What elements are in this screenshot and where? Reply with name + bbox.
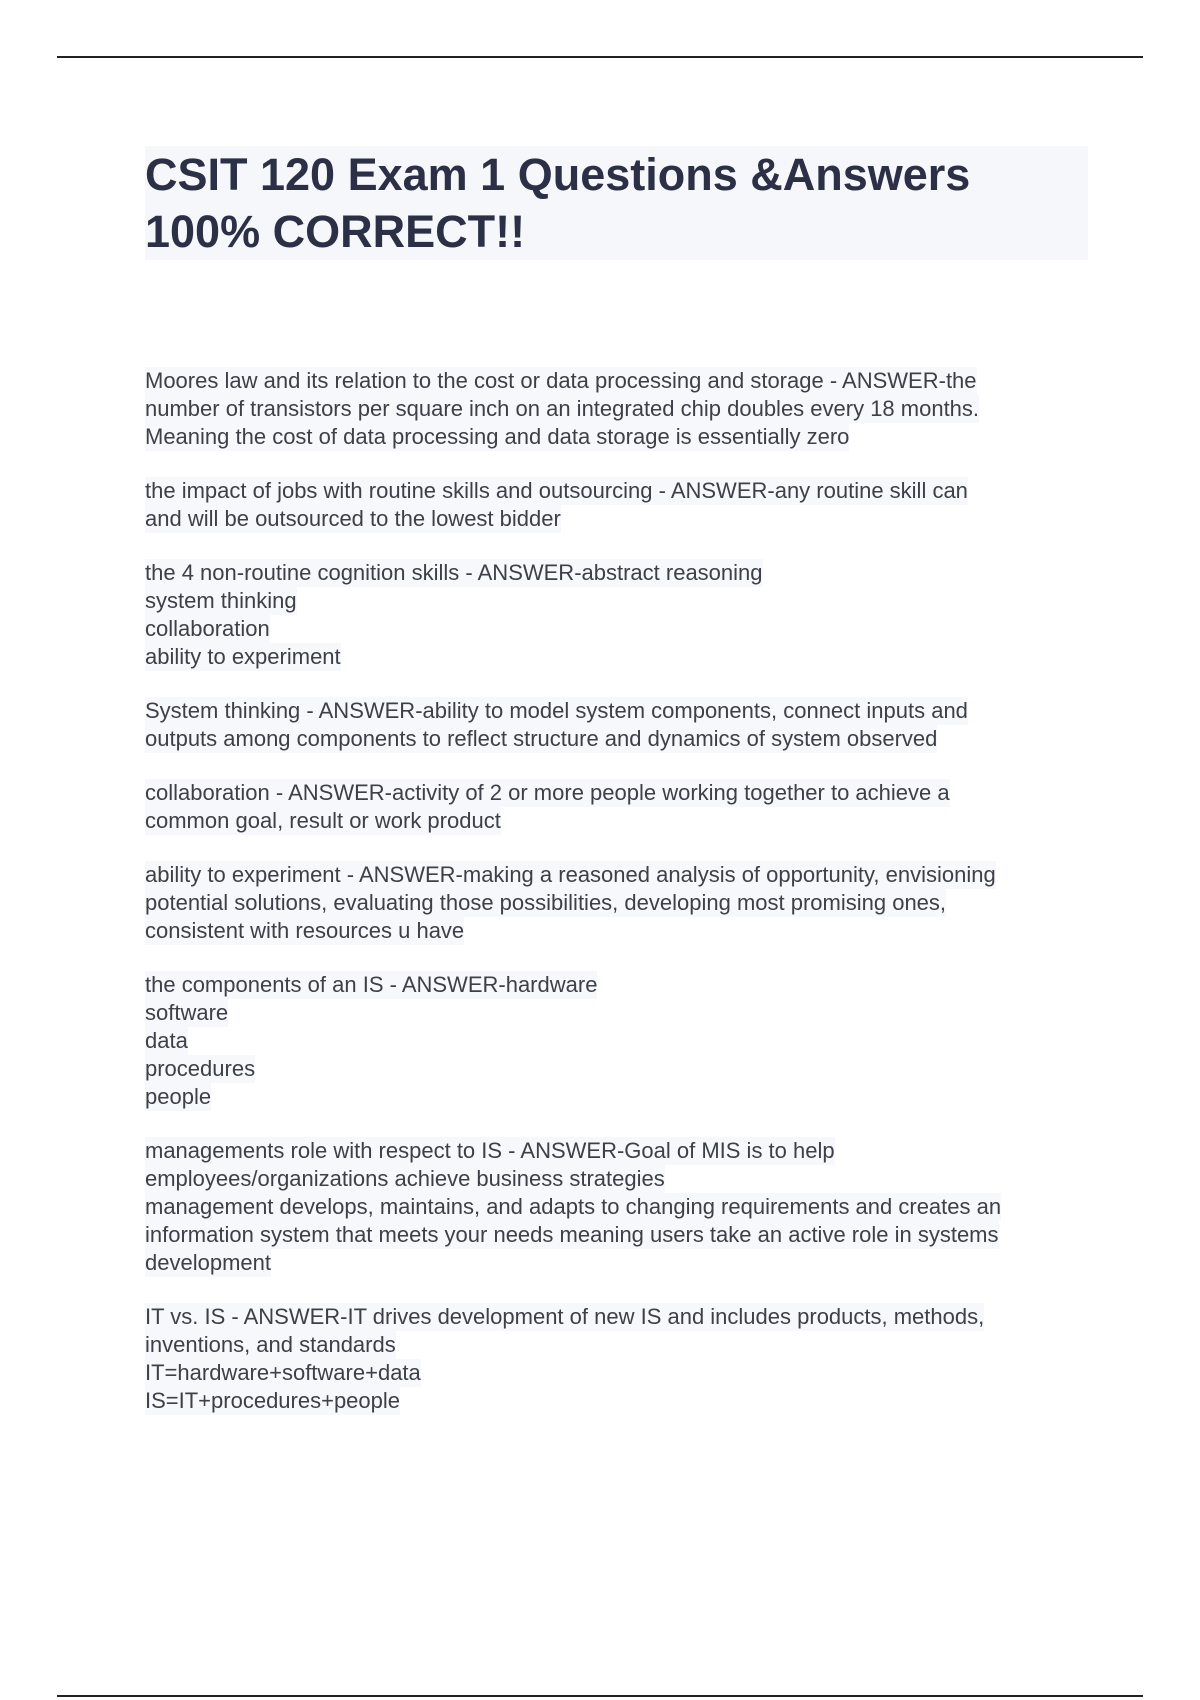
qa-line: potential solutions, evaluating those possibilities, developing most promising ones, (145, 890, 947, 915)
top-rule (57, 56, 1143, 58)
qa-line: ability to experiment (145, 644, 341, 669)
qa-line: IT vs. IS - ANSWER-IT drives development of new IS and includes products, methods, (145, 1304, 985, 1329)
qa-line: System thinking - ANSWER-ability to model system components, connect inputs and (145, 698, 968, 723)
qa-item-collaboration (145, 779, 1095, 835)
qa-line: managements role with respect to IS - ANSWER-Goal of MIS is to help (145, 1138, 835, 1163)
title-line-1: CSIT 120 Exam 1 Questions &Answers (145, 149, 971, 200)
qa-line: IT=hardware+software+data (145, 1360, 421, 1385)
qa-line: inventions, and standards (145, 1332, 396, 1357)
bottom-rule (57, 1695, 1143, 1697)
qa-item-management-role (145, 1137, 1095, 1277)
qa-item-ability-to-experiment (145, 861, 1095, 945)
qa-item-moores-law (145, 367, 1095, 451)
qa-item-system-thinking (145, 697, 1095, 753)
qa-list (145, 367, 1095, 1441)
qa-item-cognition-skills (145, 559, 1095, 671)
qa-line: management develops, maintains, and adapts to changing requirements and creates an (145, 1194, 1002, 1219)
qa-line: software (145, 1000, 229, 1025)
qa-line: the impact of jobs with routine skills and outsourcing - ANSWER-any routine skill can (145, 478, 968, 503)
qa-line: consistent with resources u have (145, 918, 465, 943)
qa-item-it-vs-is (145, 1303, 1095, 1415)
qa-line: employees/organizations achieve business strategies (145, 1166, 665, 1191)
qa-line: system thinking (145, 588, 297, 613)
qa-line: common goal, result or work product (145, 808, 501, 833)
qa-line: procedures (145, 1056, 256, 1081)
qa-item-is-components (145, 971, 1095, 1111)
qa-line: the components of an IS - ANSWER-hardware (145, 972, 598, 997)
qa-line: development (145, 1250, 271, 1275)
qa-line: IS=IT+procedures+people (145, 1388, 401, 1413)
document-title (145, 146, 1088, 260)
qa-line: the 4 non-routine cognition skills - ANSWER-abstract reasoning (145, 560, 763, 585)
qa-line: ability to experiment - ANSWER-making a reasoned analysis of opportunity, envisioning (145, 862, 996, 887)
qa-line: data (145, 1028, 188, 1053)
qa-line: number of transistors per square inch on an integrated chip doubles every 18 months. (145, 396, 980, 421)
qa-line: collaboration - ANSWER-activity of 2 or more people working together to achieve a (145, 780, 950, 805)
title-line-2: 100% CORRECT!! (145, 206, 526, 257)
qa-line: and will be outsourced to the lowest bidder (145, 506, 561, 531)
qa-line: outputs among components to reflect structure and dynamics of system observed (145, 726, 938, 751)
qa-line: people (145, 1084, 212, 1109)
qa-line: Moores law and its relation to the cost or data processing and storage - ANSWER-the (145, 368, 977, 393)
qa-line: Meaning the cost of data processing and data storage is essentially zero (145, 424, 850, 449)
qa-line: information system that meets your needs meaning users take an active role in systems (145, 1222, 999, 1247)
qa-item-routine-jobs (145, 477, 1095, 533)
qa-line: collaboration (145, 616, 270, 641)
